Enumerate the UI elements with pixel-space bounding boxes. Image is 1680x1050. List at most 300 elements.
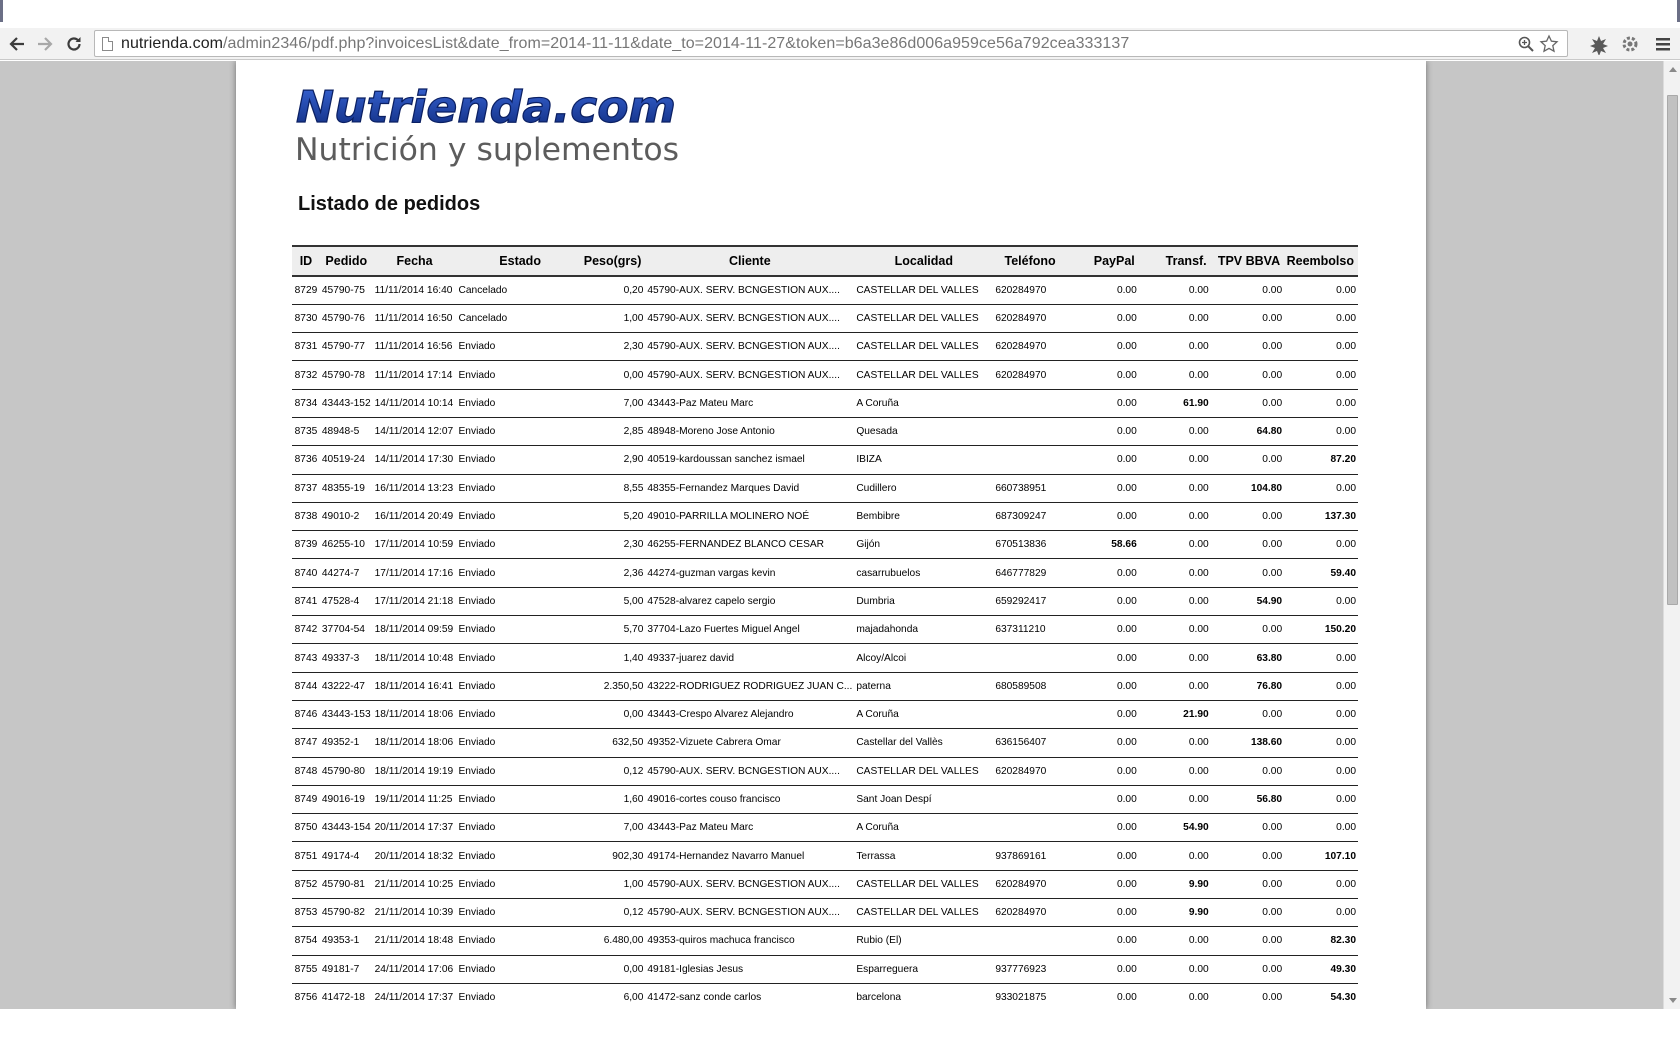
cell-paypal: 0.00	[1067, 417, 1139, 445]
cell-telefono: 620284970	[993, 276, 1067, 304]
window-top-strip	[0, 0, 1680, 28]
cell-tpv-bbva: 0.00	[1211, 616, 1284, 644]
cell-fecha: 14/11/2014 17:30	[373, 446, 457, 474]
cell-paypal: 0.00	[1067, 729, 1139, 757]
cell-estado: Enviado	[457, 757, 584, 785]
cell-tpv-bbva: 0.00	[1211, 361, 1284, 389]
cell-telefono: 670513836	[993, 531, 1067, 559]
cell-estado: Enviado	[457, 899, 584, 927]
cell-cliente: 45790-AUX. SERV. BCNGESTION AUX....	[645, 361, 854, 389]
cell-telefono	[993, 814, 1067, 842]
cell-pedido: 49352-1	[320, 729, 373, 757]
cell-pedido: 44274-7	[320, 559, 373, 587]
cell-reembolso: 107.10	[1284, 842, 1358, 870]
cell-telefono	[993, 417, 1067, 445]
cell-fecha: 17/11/2014 21:18	[373, 587, 457, 615]
cell-localidad: CASTELLAR DEL VALLES	[854, 899, 993, 927]
cell-telefono: 659292417	[993, 587, 1067, 615]
cell-pedido: 45790-80	[320, 757, 373, 785]
back-icon[interactable]	[5, 32, 29, 56]
cell-localidad: Bembibre	[854, 502, 993, 530]
cell-localidad: Rubio (El)	[854, 927, 993, 955]
cell-peso: 6,00	[584, 983, 646, 1009]
vertical-scrollbar[interactable]	[1663, 61, 1680, 1009]
cell-estado: Enviado	[457, 729, 584, 757]
extension-icon[interactable]	[1588, 33, 1610, 55]
cell-peso: 2,30	[584, 333, 646, 361]
col-transf: Transf.	[1139, 246, 1211, 276]
table-row	[292, 955, 1358, 983]
cell-id: 8737	[292, 474, 320, 502]
cell-paypal: 0.00	[1067, 927, 1139, 955]
cell-transf: 0.00	[1139, 842, 1211, 870]
cell-reembolso: 0.00	[1284, 672, 1358, 700]
cell-paypal: 0.00	[1067, 870, 1139, 898]
cell-peso: 7,00	[584, 389, 646, 417]
cell-transf: 0.00	[1139, 587, 1211, 615]
col-reembolso: Reembolso	[1284, 246, 1358, 276]
cell-transf: 0.00	[1139, 417, 1211, 445]
cell-telefono: 937776923	[993, 955, 1067, 983]
cell-transf: 0.00	[1139, 672, 1211, 700]
cell-paypal: 0.00	[1067, 814, 1139, 842]
table-row	[292, 899, 1358, 927]
cell-transf: 0.00	[1139, 446, 1211, 474]
cell-telefono	[993, 927, 1067, 955]
cell-fecha: 18/11/2014 09:59	[373, 616, 457, 644]
cell-estado: Enviado	[457, 785, 584, 813]
orders-table-body	[292, 276, 1358, 1009]
cell-paypal: 0.00	[1067, 899, 1139, 927]
cell-fecha: 16/11/2014 20:49	[373, 502, 457, 530]
cell-peso: 632,50	[584, 729, 646, 757]
cell-tpv-bbva: 0.00	[1211, 304, 1284, 332]
cell-cliente: 49337-juarez david	[645, 644, 854, 672]
cell-tpv-bbva: 0.00	[1211, 700, 1284, 728]
cell-cliente: 49181-Iglesias Jesus	[645, 955, 854, 983]
cell-transf: 0.00	[1139, 757, 1211, 785]
cell-estado: Enviado	[457, 616, 584, 644]
cell-localidad: Cudillero	[854, 474, 993, 502]
col-localidad: Localidad	[854, 246, 993, 276]
cell-pedido: 40519-24	[320, 446, 373, 474]
cell-pedido: 45790-76	[320, 304, 373, 332]
cell-fecha: 19/11/2014 11:25	[373, 785, 457, 813]
cell-telefono: 636156407	[993, 729, 1067, 757]
cell-estado: Enviado	[457, 333, 584, 361]
cell-tpv-bbva: 138.60	[1211, 729, 1284, 757]
cell-tpv-bbva: 76.80	[1211, 672, 1284, 700]
cell-estado: Enviado	[457, 474, 584, 502]
cell-localidad: barcelona	[854, 983, 993, 1009]
cell-id: 8744	[292, 672, 320, 700]
cell-id: 8755	[292, 955, 320, 983]
cell-peso: 0,12	[584, 757, 646, 785]
cell-localidad: CASTELLAR DEL VALLES	[854, 757, 993, 785]
cell-tpv-bbva: 0.00	[1211, 899, 1284, 927]
cell-paypal: 0.00	[1067, 333, 1139, 361]
cell-paypal: 0.00	[1067, 842, 1139, 870]
cell-peso: 8,55	[584, 474, 646, 502]
cell-pedido: 43222-47	[320, 672, 373, 700]
cell-fecha: 21/11/2014 18:48	[373, 927, 457, 955]
cell-transf: 0.00	[1139, 983, 1211, 1009]
cell-reembolso: 87.20	[1284, 446, 1358, 474]
table-row	[292, 304, 1358, 332]
cell-reembolso: 0.00	[1284, 785, 1358, 813]
cell-transf: 0.00	[1139, 955, 1211, 983]
cell-telefono: 620284970	[993, 333, 1067, 361]
cell-tpv-bbva: 0.00	[1211, 955, 1284, 983]
cell-cliente: 47528-alvarez capelo sergio	[645, 587, 854, 615]
cell-cliente: 43443-Paz Mateu Marc	[645, 814, 854, 842]
cell-fecha: 20/11/2014 18:32	[373, 842, 457, 870]
cell-telefono: 620284970	[993, 870, 1067, 898]
cell-paypal: 0.00	[1067, 785, 1139, 813]
orders-table	[292, 245, 1358, 1009]
table-row	[292, 644, 1358, 672]
table-row	[292, 616, 1358, 644]
cell-id: 8748	[292, 757, 320, 785]
cell-tpv-bbva: 56.80	[1211, 785, 1284, 813]
cell-telefono: 637311210	[993, 616, 1067, 644]
cell-transf: 0.00	[1139, 333, 1211, 361]
cell-peso: 1,40	[584, 644, 646, 672]
table-row	[292, 587, 1358, 615]
cell-reembolso: 0.00	[1284, 389, 1358, 417]
cell-pedido: 45790-77	[320, 333, 373, 361]
cell-tpv-bbva: 0.00	[1211, 559, 1284, 587]
cell-id: 8756	[292, 983, 320, 1009]
cell-peso: 5,20	[584, 502, 646, 530]
table-row	[292, 474, 1358, 502]
cell-telefono	[993, 389, 1067, 417]
cell-localidad: A Coruña	[854, 700, 993, 728]
cell-fecha: 18/11/2014 10:48	[373, 644, 457, 672]
cell-transf: 0.00	[1139, 644, 1211, 672]
cell-telefono: 680589508	[993, 672, 1067, 700]
cell-cliente: 45790-AUX. SERV. BCNGESTION AUX....	[645, 333, 854, 361]
cell-paypal: 0.00	[1067, 983, 1139, 1009]
cell-pedido: 48948-5	[320, 417, 373, 445]
settings-icon[interactable]	[1619, 33, 1641, 55]
menu-icon[interactable]	[1652, 33, 1674, 55]
cell-pedido: 49353-1	[320, 927, 373, 955]
cell-id: 8732	[292, 361, 320, 389]
cell-id: 8746	[292, 700, 320, 728]
cell-reembolso: 59.40	[1284, 559, 1358, 587]
cell-localidad: paterna	[854, 672, 993, 700]
cell-paypal: 0.00	[1067, 757, 1139, 785]
cell-estado: Enviado	[457, 842, 584, 870]
cell-reembolso: 150.20	[1284, 616, 1358, 644]
col-estado: Estado	[457, 246, 584, 276]
cell-localidad: CASTELLAR DEL VALLES	[854, 333, 993, 361]
cell-tpv-bbva: 0.00	[1211, 531, 1284, 559]
cell-telefono	[993, 700, 1067, 728]
table-row	[292, 870, 1358, 898]
cell-paypal: 0.00	[1067, 700, 1139, 728]
cell-reembolso: 0.00	[1284, 700, 1358, 728]
cell-fecha: 18/11/2014 18:06	[373, 729, 457, 757]
table-row	[292, 531, 1358, 559]
cell-id: 8731	[292, 333, 320, 361]
cell-pedido: 49010-2	[320, 502, 373, 530]
cell-localidad: Quesada	[854, 417, 993, 445]
cell-telefono: 620284970	[993, 757, 1067, 785]
cell-fecha: 11/11/2014 17:14	[373, 361, 457, 389]
cell-transf: 0.00	[1139, 474, 1211, 502]
cell-fecha: 24/11/2014 17:06	[373, 955, 457, 983]
cell-pedido: 41472-18	[320, 983, 373, 1009]
cell-pedido: 43443-154	[320, 814, 373, 842]
table-row	[292, 983, 1358, 1009]
cell-paypal: 0.00	[1067, 616, 1139, 644]
cell-cliente: 46255-FERNANDEZ BLANCO CESAR	[645, 531, 854, 559]
cell-estado: Enviado	[457, 502, 584, 530]
cell-id: 8735	[292, 417, 320, 445]
cell-reembolso: 54.30	[1284, 983, 1358, 1009]
cell-tpv-bbva: 0.00	[1211, 389, 1284, 417]
cell-telefono	[993, 446, 1067, 474]
table-row	[292, 785, 1358, 813]
col-id: ID	[292, 246, 320, 276]
cell-peso: 6.480,00	[584, 927, 646, 955]
scroll-down-arrow-icon[interactable]	[1669, 998, 1677, 1003]
cell-paypal: 0.00	[1067, 502, 1139, 530]
cell-localidad: IBIZA	[854, 446, 993, 474]
cell-peso: 1,00	[584, 304, 646, 332]
cell-paypal: 0.00	[1067, 644, 1139, 672]
forward-icon[interactable]	[33, 32, 57, 56]
cell-cliente: 49352-Vizuete Cabrera Omar	[645, 729, 854, 757]
cell-paypal: 0.00	[1067, 955, 1139, 983]
cell-cliente: 43443-Paz Mateu Marc	[645, 389, 854, 417]
cell-fecha: 17/11/2014 10:59	[373, 531, 457, 559]
cell-fecha: 11/11/2014 16:40	[373, 276, 457, 304]
cell-reembolso: 0.00	[1284, 361, 1358, 389]
cell-fecha: 11/11/2014 16:56	[373, 333, 457, 361]
cell-cliente: 49010-PARRILLA MOLINERO NOÉ	[645, 502, 854, 530]
cell-fecha: 14/11/2014 12:07	[373, 417, 457, 445]
svg-text:Nutrición y suplementos: Nutrición y suplementos	[295, 132, 679, 168]
cell-id: 8730	[292, 304, 320, 332]
cell-estado: Enviado	[457, 927, 584, 955]
cell-estado: Cancelado	[457, 304, 584, 332]
cell-tpv-bbva: 63.80	[1211, 644, 1284, 672]
cell-localidad: Gijón	[854, 531, 993, 559]
table-row	[292, 927, 1358, 955]
cell-transf: 0.00	[1139, 616, 1211, 644]
cell-peso: 0,00	[584, 700, 646, 728]
cell-cliente: 45790-AUX. SERV. BCNGESTION AUX....	[645, 304, 854, 332]
cell-tpv-bbva: 0.00	[1211, 333, 1284, 361]
window-edge-left	[0, 0, 3, 22]
cell-pedido: 45790-81	[320, 870, 373, 898]
cell-id: 8750	[292, 814, 320, 842]
cell-pedido: 48355-19	[320, 474, 373, 502]
cell-pedido: 46255-10	[320, 531, 373, 559]
cell-id: 8736	[292, 446, 320, 474]
cell-tpv-bbva: 0.00	[1211, 983, 1284, 1009]
cell-telefono: 660738951	[993, 474, 1067, 502]
cell-localidad: casarrubuelos	[854, 559, 993, 587]
cell-telefono: 620284970	[993, 361, 1067, 389]
cell-peso: 1,00	[584, 870, 646, 898]
cell-estado: Enviado	[457, 531, 584, 559]
cell-localidad: CASTELLAR DEL VALLES	[854, 304, 993, 332]
cell-localidad: Terrassa	[854, 842, 993, 870]
cell-telefono: 620284970	[993, 899, 1067, 927]
table-row	[292, 417, 1358, 445]
url-host: nutrienda.com	[121, 35, 224, 52]
cell-tpv-bbva: 0.00	[1211, 502, 1284, 530]
cell-cliente: 48355-Fernandez Marques David	[645, 474, 854, 502]
cell-reembolso: 0.00	[1284, 417, 1358, 445]
cell-paypal: 0.00	[1067, 389, 1139, 417]
cell-reembolso: 0.00	[1284, 870, 1358, 898]
cell-pedido: 49016-19	[320, 785, 373, 813]
cell-estado: Enviado	[457, 983, 584, 1009]
cell-fecha: 20/11/2014 17:37	[373, 814, 457, 842]
cell-reembolso: 0.00	[1284, 729, 1358, 757]
cell-estado: Enviado	[457, 870, 584, 898]
address-bar[interactable]	[94, 30, 1568, 57]
table-header-row	[292, 246, 1358, 276]
nutrienda-logo	[293, 80, 683, 170]
cell-pedido: 45790-82	[320, 899, 373, 927]
cell-estado: Enviado	[457, 446, 584, 474]
table-row	[292, 559, 1358, 587]
cell-tpv-bbva: 0.00	[1211, 842, 1284, 870]
cell-paypal: 58.66	[1067, 531, 1139, 559]
cell-telefono: 933021875	[993, 983, 1067, 1009]
cell-reembolso: 0.00	[1284, 814, 1358, 842]
zoom-icon[interactable]	[1517, 35, 1535, 53]
cell-pedido: 49181-7	[320, 955, 373, 983]
cell-reembolso: 0.00	[1284, 757, 1358, 785]
pdf-page	[236, 61, 1426, 1009]
address-url[interactable]	[121, 35, 1129, 53]
cell-estado: Enviado	[457, 700, 584, 728]
scroll-up-arrow-icon[interactable]	[1669, 67, 1677, 72]
browser-toolbar	[0, 28, 1680, 60]
cell-peso: 1,60	[584, 785, 646, 813]
scroll-thumb[interactable]	[1667, 95, 1678, 605]
cell-reembolso: 0.00	[1284, 304, 1358, 332]
cell-peso: 5,00	[584, 587, 646, 615]
cell-paypal: 0.00	[1067, 474, 1139, 502]
cell-peso: 0,00	[584, 361, 646, 389]
cell-paypal: 0.00	[1067, 587, 1139, 615]
cell-cliente: 45790-AUX. SERV. BCNGESTION AUX....	[645, 757, 854, 785]
cell-tpv-bbva: 0.00	[1211, 446, 1284, 474]
cell-reembolso: 0.00	[1284, 333, 1358, 361]
cell-cliente: 40519-kardoussan sanchez ismael	[645, 446, 854, 474]
cell-cliente: 45790-AUX. SERV. BCNGESTION AUX....	[645, 870, 854, 898]
cell-transf: 9.90	[1139, 870, 1211, 898]
cell-transf: 0.00	[1139, 276, 1211, 304]
cell-peso: 5,70	[584, 616, 646, 644]
cell-reembolso: 0.00	[1284, 474, 1358, 502]
table-row	[292, 814, 1358, 842]
cell-pedido: 49337-3	[320, 644, 373, 672]
cell-peso: 2.350,50	[584, 672, 646, 700]
cell-paypal: 0.00	[1067, 276, 1139, 304]
cell-id: 8742	[292, 616, 320, 644]
cell-id: 8738	[292, 502, 320, 530]
cell-estado: Enviado	[457, 361, 584, 389]
cell-localidad: Alcoy/Alcoi	[854, 644, 993, 672]
cell-localidad: Castellar del Vallès	[854, 729, 993, 757]
cell-peso: 2,30	[584, 531, 646, 559]
cell-fecha: 18/11/2014 19:19	[373, 757, 457, 785]
table-row	[292, 389, 1358, 417]
cell-cliente: 49353-quiros machuca francisco	[645, 927, 854, 955]
cell-id: 8752	[292, 870, 320, 898]
cell-reembolso: 0.00	[1284, 276, 1358, 304]
cell-paypal: 0.00	[1067, 361, 1139, 389]
cell-fecha: 21/11/2014 10:25	[373, 870, 457, 898]
window-bottom-strip	[0, 1009, 1680, 1050]
star-icon[interactable]	[1539, 34, 1559, 54]
cell-estado: Enviado	[457, 587, 584, 615]
cell-tpv-bbva: 0.00	[1211, 276, 1284, 304]
cell-estado: Enviado	[457, 389, 584, 417]
cell-tpv-bbva: 0.00	[1211, 757, 1284, 785]
table-row	[292, 842, 1358, 870]
cell-localidad: A Coruña	[854, 814, 993, 842]
table-row	[292, 333, 1358, 361]
cell-transf: 0.00	[1139, 361, 1211, 389]
cell-transf: 0.00	[1139, 502, 1211, 530]
cell-transf: 9.90	[1139, 899, 1211, 927]
cell-pedido: 43443-152	[320, 389, 373, 417]
cell-tpv-bbva: 64.80	[1211, 417, 1284, 445]
cell-localidad: CASTELLAR DEL VALLES	[854, 361, 993, 389]
cell-estado: Enviado	[457, 559, 584, 587]
cell-telefono: 646777829	[993, 559, 1067, 587]
cell-id: 8729	[292, 276, 320, 304]
cell-fecha: 24/11/2014 17:37	[373, 983, 457, 1009]
cell-cliente: 49016-cortes couso francisco	[645, 785, 854, 813]
cell-paypal: 0.00	[1067, 559, 1139, 587]
col-cliente: Cliente	[645, 246, 854, 276]
cell-telefono: 687309247	[993, 502, 1067, 530]
cell-transf: 0.00	[1139, 785, 1211, 813]
url-path: /admin2346/pdf.php?invoicesList&date_from=2014-11-11&date_to=2014-11-27&token=b6a3e86d006a959ce56a792cea333137	[223, 35, 1130, 52]
cell-peso: 0,12	[584, 899, 646, 927]
cell-fecha: 11/11/2014 16:50	[373, 304, 457, 332]
cell-transf: 0.00	[1139, 559, 1211, 587]
reload-icon[interactable]	[62, 32, 86, 56]
cell-paypal: 0.00	[1067, 446, 1139, 474]
table-row	[292, 276, 1358, 304]
cell-reembolso: 0.00	[1284, 531, 1358, 559]
cell-cliente: 37704-Lazo Fuertes Miguel Angel	[645, 616, 854, 644]
cell-peso: 2,36	[584, 559, 646, 587]
cell-telefono	[993, 785, 1067, 813]
cell-id: 8743	[292, 644, 320, 672]
cell-id: 8751	[292, 842, 320, 870]
cell-pedido: 37704-54	[320, 616, 373, 644]
document-title: Listado de pedidos	[298, 193, 481, 215]
cell-id: 8749	[292, 785, 320, 813]
col-tpv-bbva: TPV BBVA	[1211, 246, 1284, 276]
cell-pedido: 45790-75	[320, 276, 373, 304]
cell-transf: 61.90	[1139, 389, 1211, 417]
cell-fecha: 21/11/2014 10:39	[373, 899, 457, 927]
